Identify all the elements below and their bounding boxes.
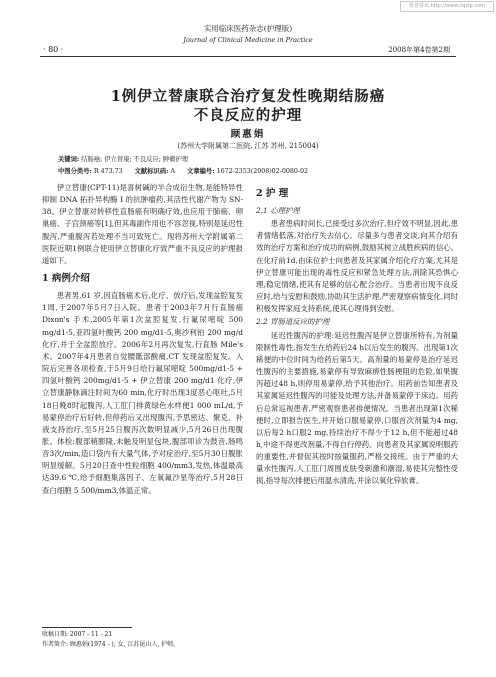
right-column — [256, 182, 458, 488]
class-label: 中图分类号: — [58, 168, 92, 175]
case-paragraph: 患者男,61 岁,因直肠癌术后,化疗、放疗后,发现盆腔复发1周,于2007年5月7日入院。患者于2003年7月行直肠癌 Dixon's 手术,2005年第1次盆腔复发,行氟尿嘧啶 500 mg/d1-5,亚四氢叶酸钙 200 mg/d1-5,奥沙利铂 200 mg/d化疗,并于全盆腔放疗。2006年2月再次复发,行直肠 Mile's 术。2007年4月患者自觉腰骶部酸痛,CT 发现盆腔复发。入院后完善各项检查,于5月9日给行氟尿嘧啶 500mg/d1-5 + 四氢叶酸钙 200mg/d1-5 + 伊立替康 200 mg/d1 化疗,伊立替康静脉滴注时间为60 min,化疗时出现3度恶心呕吐,5月18日晚8时起腹泻,人工肛门排黄绿色水样便1 000 mL/d,予易蒙停治疗后好转,但停药后又出现腹泻,予思密达、聚克、补液支持治疗,至5月25日腹泻次数明显减少,5月26日出现腹胀。体检:腹部稍膨隆,未触及明显包块,腹部叩诊为鼓音,肠鸣音3次/min,造口袋内有大量气体,予对症治疗,至5月30日腹胀明显缓解。5月20日查中性粒细胞 400/mm3,发热,体温最高达39.6 ℃,给予细胞集落因子、左氧氟沙星等治疗,5月28日查白细胞 5 500/mm3,体温正常。 — [42, 291, 243, 495]
doc-code-label: 文献标识码: — [134, 168, 169, 175]
section1-heading: 1 病例介绍 — [42, 273, 90, 285]
header-rule — [40, 56, 456, 57]
section2-heading: 2 护 理 — [256, 188, 289, 199]
subsection-2-1-heading: 2.1 心理护理 — [256, 206, 300, 215]
class-value: R 473.73 — [93, 168, 123, 175]
watermark: 维普资讯 http://www.cqvip.com — [400, 1, 494, 12]
journal-title-en: Journal of Clinical Medicine in Practice — [183, 36, 313, 44]
article-no-label: 文章编号: — [187, 168, 215, 175]
article-title-line2: 不良反应的护理 — [193, 107, 303, 124]
article-no-value: 1672-2353(2008)02-0080-02 — [216, 168, 308, 175]
subsection-2-2-paragraph: 延迟性腹泻的护理:延迟性腹泻是伊立替康所特有,为剂量限制性毒性,指发生在给药后24 h以后发生的腹泻。出现第1次稀便的中位时间为给药后第5天。高剂量的易蒙停是治疗延迟性腹泻的主要措施,易蒙停有导致麻痹性肠梗阻的危险,如果腹泻超过48 h,则停用易蒙停,给予其他治疗。用药前告知患者及其家属延迟性腹泻的可能及处理方法,并备易蒙停于床边。用药后总常巡视患者,严密观察患者排便情况。当患者出现第1次稀便时,立即报告医生,并开始口服易蒙停,口服首次剂量为4 mg,以后每2 h口服2 mg,持续治疗不得少于12 h,但不能超过48 h,中途不得更改剂量,不得自行停药。向患者及其家属说明服药的重要性,并督促其按时按量服药,严格交接班。由于严重的大量水性腹泻,人工肛门周围皮肤受刺激和潮湿,易使其完整性受损,指导每次排便后用温水清洗,并涂以氧化锌软膏。 — [256, 330, 458, 486]
author: 顾惠娟 — [230, 129, 266, 140]
footnote — [42, 630, 179, 650]
subsection-2-1-paragraph: 患者患病时间长,已接受过多次治疗,但疗效不明显,因此,患者情绪低落,对治疗失去信心。尽量多与患者交谈,向其介绍有效的治疗方案和治疗成功的病例,鼓励其树立战胜疾病的信心。在化疗前1d,由床位护士向患者及其家属介绍化疗方案,尤其是伊立替康可能出现的毒性反应和紧急处理方法,消除其恐惧心理,稳定情绪,使其有足够的信心配合治疗。当患者出现不良反应时,给与安慰和鼓励,协助其生活护理,严密观察病情变化,同时积极发挥家庭支持系统,使其心理得到安慰。 — [256, 219, 458, 314]
page-number: · 80 · — [43, 45, 64, 54]
author-bio: 作者简介: 顾惠娟(1974 - ), 女, 江苏昆山人, 护师。 — [42, 641, 180, 648]
received-date: 收稿日期: 2007 - 11 - 21 — [42, 631, 113, 638]
intro-paragraph: 伊立替康(CPT-11)是喜树碱的半合成衍生物,是能特异性抑制 DNA 拓扑异构酶 I 的抗肿瘤药,其活性代谢产物为 SN-38。伊立替康对转移性直肠癌有明确疗效,也应用于肺癌、卵巢癌、子宫颈癌等[1],但其毒副作用也不容忽视,特别是延迟性腹泻,严重腹泻若处理不当可致死亡。现将苏州大学附属第二医院近期1例联合使用伊立替康化疗致严重不良反应的护理报道如下。 — [42, 183, 243, 265]
issue-date: 2008年第4卷第2期 — [388, 46, 450, 54]
affiliation: (苏州大学附属第二医院, 江苏 苏州, 215004) — [177, 142, 319, 150]
article-title-line1: 1例伊立替康联合治疗复发性晚期结肠癌 — [110, 88, 386, 105]
doc-code-value: A — [170, 168, 176, 175]
footnote-rule — [42, 627, 132, 628]
subsection-2-2-heading: 2.2 胃肠道反应的护理 — [256, 317, 330, 327]
journal-title-cn: 实用临床医药杂志(护理版) — [203, 24, 293, 33]
left-column — [42, 182, 243, 497]
keywords-line — [58, 154, 188, 163]
keywords-value: 结肠癌; 伊立替康; 不良反应; 肿瘤护理 — [81, 156, 189, 163]
keywords-label: 关键词: — [58, 156, 80, 163]
classification-line — [58, 166, 308, 175]
